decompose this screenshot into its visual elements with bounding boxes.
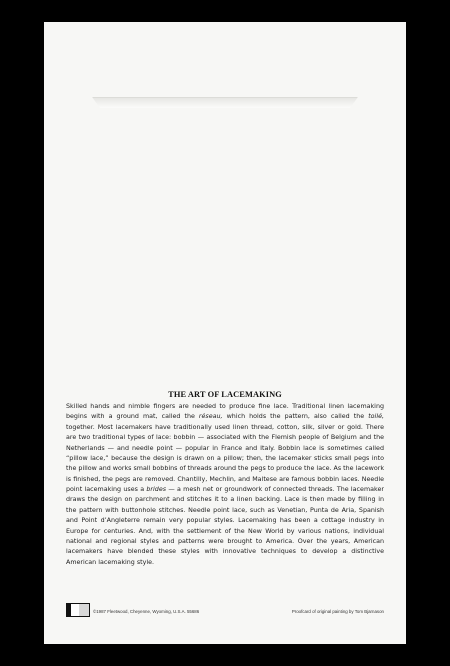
article <box>66 390 384 568</box>
article-body <box>66 402 384 568</box>
proofcard-credit: Proofcard of original painting by Tom Bjarnason <box>291 609 384 614</box>
body-run: Skilled hands and nimble fingers are needed to produce fine lace. Traditional linen lacemaking begins with a ground mat, called the <box>66 403 384 421</box>
footer <box>66 603 384 619</box>
body-run: together. Most lacemakers have traditionally used linen thread, cotton, silk, silver or gold. There are two traditional types of lace: bobbin — associated with the Flemish people of Belgium and the Netherlands — and needle point — popular in France and Italy. Bobbin lace is sometimes called “pillow lace,” because the design is drawn on a pillow; then, the lacemaker sticks small pegs into the pillow and works small bobbins of threads around the pegs to produce the lace. As the lacework is finished, the pegs are removed. Chantilly, Mechlin, and Maltese are famous bobbin laces. Needle point lacemaking uses a <box>66 423 384 493</box>
body-run: which holds the pattern, also called the <box>222 413 369 421</box>
article-title: THE ART OF LACEMAKING <box>168 390 282 399</box>
corner-slot <box>92 97 358 108</box>
italic-term: réseau, <box>198 413 223 421</box>
italic-term: toilé, <box>368 413 385 421</box>
copyright-notice: ©1987 Fleetwood, Cheyenne, Wyoming, U.S.A. 55686 <box>93 609 200 614</box>
proofcard-back <box>44 22 406 644</box>
italic-term: brides <box>146 486 167 493</box>
color-registration-mark <box>66 603 90 617</box>
body-run: — a mesh net or groundwork of connected threads. The lacemaker draws the design on parchment and stitches it to a linen backing. Lace is then made by filling in the pattern with buttonhole stitches. Needle point lace, such as Venetian, Punta de Aria, Spanish and Point d’Angleterre remain very popular styles. Lacemaking has been a cottage industry in Europe for centuries. And, with the settlement of the New World by various nations, individual national and regional styles and patterns were brought to America. Over the years, American lacemakers have blended these styles with innovative techniques to develop a distinctive American lacemaking style. <box>66 486 384 566</box>
